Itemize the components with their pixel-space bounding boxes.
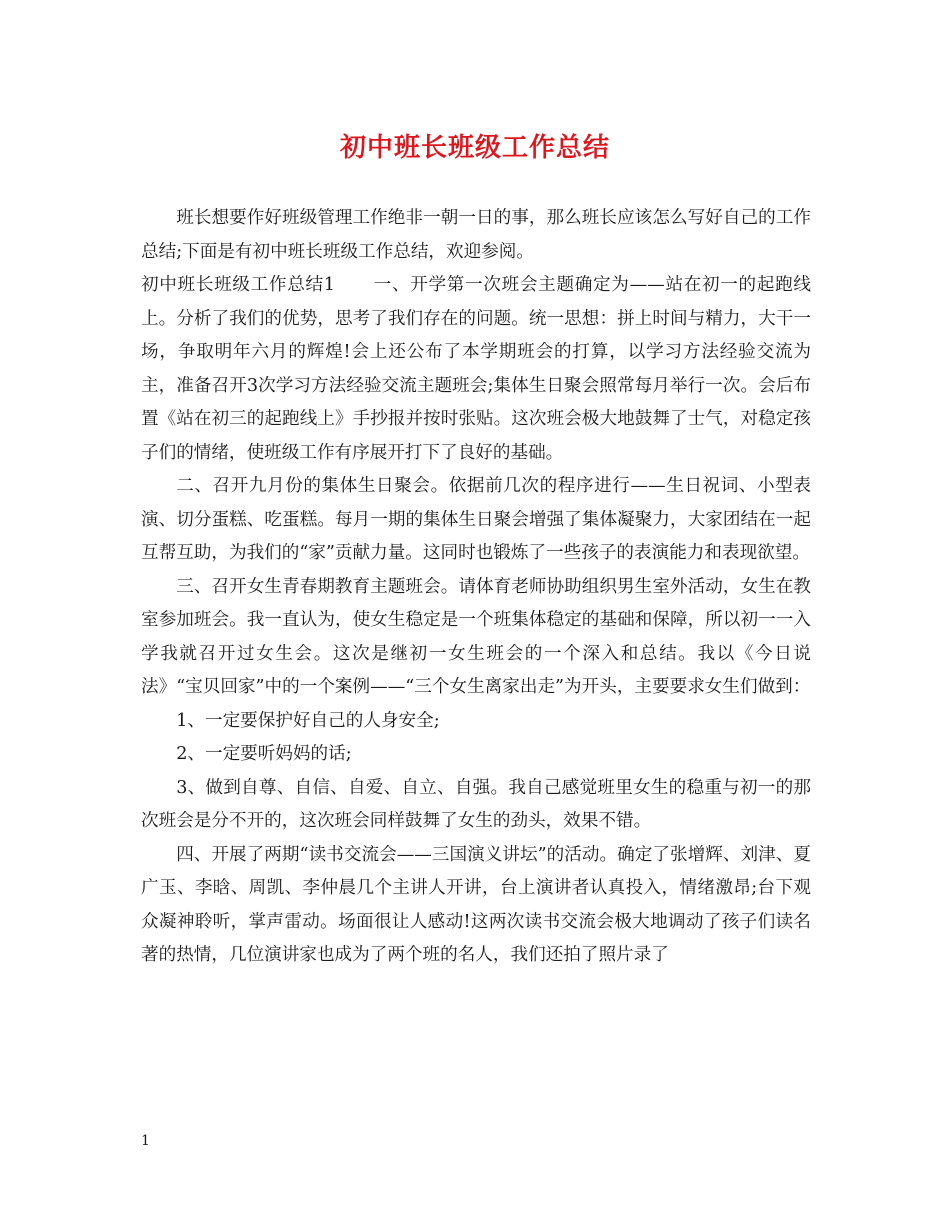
paragraph-4: 四、开展了两期“读书交流会——三国演义讲坛”的活动。确定了张增辉、刘津、夏广玉、李晗、周凯、李仲晨几个主讲人开讲，台上演讲者认真投入，情绪激昂;台下观众凝神聆听，掌声雷动。场面很让人感动!这两次读书交流会极大地调动了孩子们读名著的热情，几位演讲家也成为了两个班的名人，我们还拍了照片录了 bbox=[141, 844, 811, 965]
section-heading: 初中班长班级工作总结1 bbox=[141, 275, 335, 295]
document-body bbox=[141, 202, 811, 973]
list-item-3: 3、做到自尊、自信、自爱、自立、自强。我自己感觉班里女生的稳重与初一的那次班会是分不开的，这次班会同样鼓舞了女生的劲头，效果不错。 bbox=[141, 777, 811, 831]
list-item-1: 1、一定要保护好自己的人身安全; bbox=[176, 710, 440, 731]
paragraph-3: 三、召开女生青春期教育主题班会。请体育老师协助组织男生室外活动，女生在教室参加班会。我一直认为，使女生稳定是一个班集体稳定的基础和保障，所以初一一入学我就召开过女生会。这次是继初一女生班会的一个深入和总结。我以《今日说法》“宝贝回家”中的一个案例——“三个女生离家出走”为开头，主要要求女生们做到： bbox=[141, 576, 811, 697]
section-first-item: 一、开学第一次班会主题确定为——站在初一的起跑线上。分析了我们的优势，思考了我们存在的问题。统一思想：拼上时间与精力，大干一场，争取明年六月的辉煌!会上还公布了本学期班会的打算，以学习方法经验交流为主，准备召开3次学习方法经验交流主题班会;集体生日聚会照常每月举行一次。会后布置《站在初三的起跑线上》手抄报并按时张贴。这次班会极大地鼓舞了士气，对稳定孩子们的情绪，使班级工作有序展开打下了良好的基础。 bbox=[141, 275, 811, 463]
list-item-2: 2、一定要听妈妈的话; bbox=[176, 744, 352, 764]
intro-paragraph: 班长想要作好班级管理工作绝非一朝一日的事，那么班长应该怎么写好自己的工作总结;下面是有初中班长班级工作总结，欢迎参阅。 bbox=[141, 208, 811, 262]
page-number: 1 bbox=[141, 1133, 150, 1149]
paragraph-2: 二、召开九月份的集体生日聚会。依据前几次的程序进行——生日祝词、小型表演、切分蛋糕、吃蛋糕。每月一期的集体生日聚会增强了集体凝聚力，大家团结在一起互帮互助，为我们的“家”贡献力量。这同时也锻炼了一些孩子的表演能力和表现欲望。 bbox=[141, 476, 811, 563]
document-title: 初中班长班级工作总结 bbox=[339, 133, 610, 163]
section-paragraph bbox=[141, 269, 811, 470]
